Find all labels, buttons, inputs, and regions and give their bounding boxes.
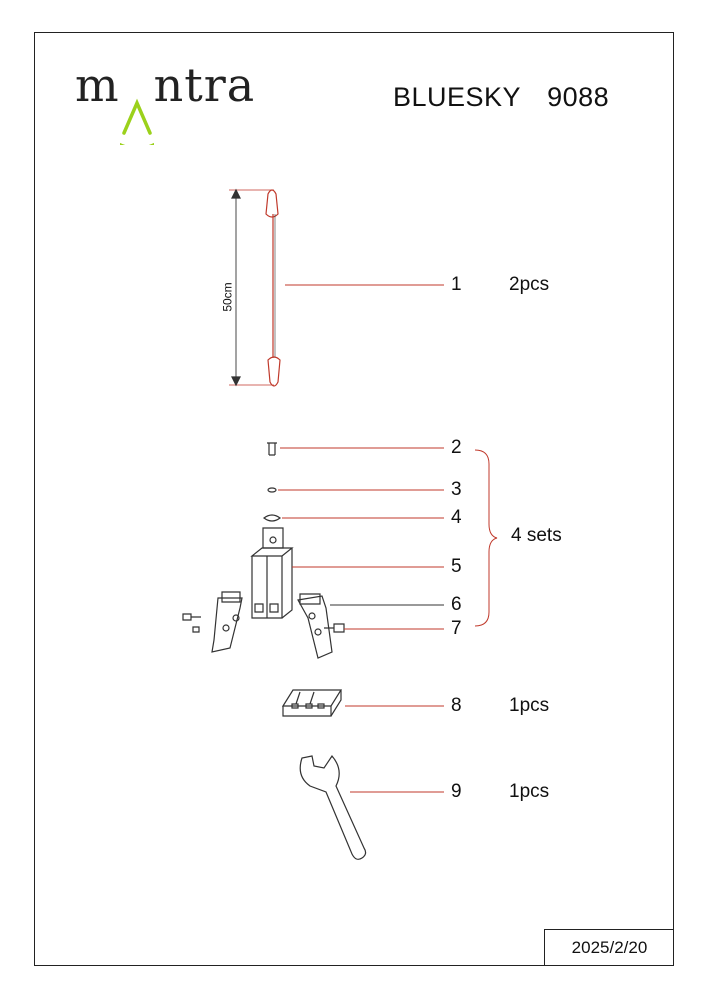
clamp-right-illustration [298, 594, 332, 658]
revision-date: 2025/2/20 [571, 938, 648, 957]
terminal-connector-illustration [283, 690, 341, 716]
part-number-9: 9 [451, 781, 462, 802]
group-quantity: 4 sets [511, 525, 562, 546]
logo-text-left: m [75, 58, 120, 112]
clamp-left-illustration [183, 592, 242, 652]
group-brace [475, 450, 497, 626]
date-box [544, 929, 674, 966]
part-number-1: 1 [451, 274, 462, 295]
part-number-2: 2 [451, 437, 462, 458]
part-number-5: 5 [451, 556, 462, 577]
part-number-4: 4 [451, 507, 462, 528]
part-number-8: 8 [451, 695, 462, 716]
suspension-wire-illustration [229, 190, 280, 386]
nut-illustration [264, 515, 280, 521]
washer-illustration [268, 488, 276, 492]
wrench-illustration [300, 756, 365, 859]
part-number-3: 3 [451, 479, 462, 500]
part-quantity-1: 2pcs [509, 274, 550, 295]
product-code: 9088 [547, 82, 610, 112]
part-quantity-9: 1pcs [509, 781, 550, 802]
product-name: BLUESKY [393, 82, 522, 112]
bracket-block-illustration [252, 528, 292, 618]
screw-illustration [267, 443, 277, 455]
part-quantity-8: 1pcs [509, 695, 550, 716]
part-number-7: 7 [451, 618, 462, 639]
part-number-6: 6 [451, 594, 462, 615]
bolt-illustration [324, 624, 344, 632]
logo-text-right: ntra [153, 58, 256, 112]
dimension-label: 50cm [220, 282, 235, 312]
